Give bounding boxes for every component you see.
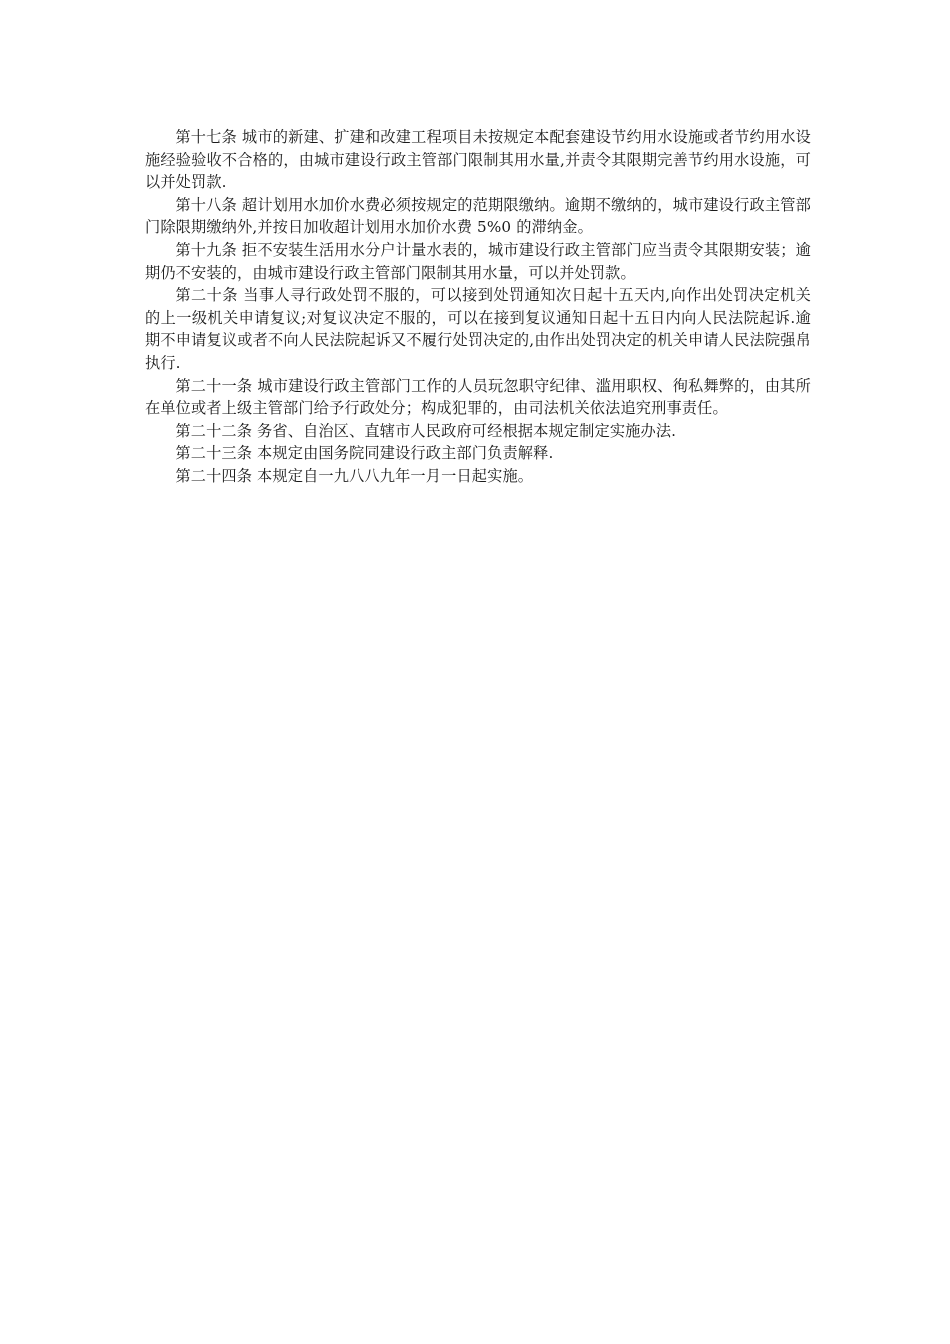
article-24: 第二十四条 本规定自一九八八九年一月一日起实施。	[175, 466, 534, 485]
article-18: 第十八条 超计划用水加价水费必须按规定的范期限缴纳。逾期不缴纳的，城市建设行政主管部门除限期缴纳外,并按日加收超计划用水加价水费 5%0 的滞纳金。	[145, 195, 811, 237]
article-20: 第二十条 当事人寻行政处罚不服的，可以接到处罚通知次日起十五天内,向作出处罚决定机关的上一级机关申请复议;对复议决定不服的，可以在接到复议通知日起十五日内向人民法院起诉.逾期不申请复议或者不向人民法院起诉又不履行处罚决定的,由作出处罚决定的机关申请人民法院强帛执行.	[145, 286, 811, 372]
article-19: 第十九条 拒不安装生活用水分户计量水表的，城市建设行政主管部门应当责令其限期安装；逾期仍不安装的，由城市建设行政主管部门限制其用水量，可以并处罚款。	[145, 240, 811, 282]
article-17: 第十七条 城市的新建、扩建和改建工程项目未按规定本配套建设节约用水设施或者节约用水设施经验验收不合格的，由城市建设行政主管部门限制其用水量,并责令其限期完善节约用水设施，可以并处罚款.	[145, 128, 811, 192]
document-body	[145, 126, 811, 488]
article-21: 第二十一条 城市建设行政主管部门工作的人员玩忽职守纪律、滥用职权、徇私舞弊的，由其所在单位或者上级主管部门给予行政处分；构成犯罪的，由司法机关依法追究刑事责任。	[145, 376, 811, 418]
article-22: 第二十二条 务省、自治区、直辖市人民政府可经根据本规定制定实施办法.	[175, 421, 677, 440]
article-23: 第二十三条 本规定由国务院同建设行政主部门负责解释.	[175, 444, 554, 463]
